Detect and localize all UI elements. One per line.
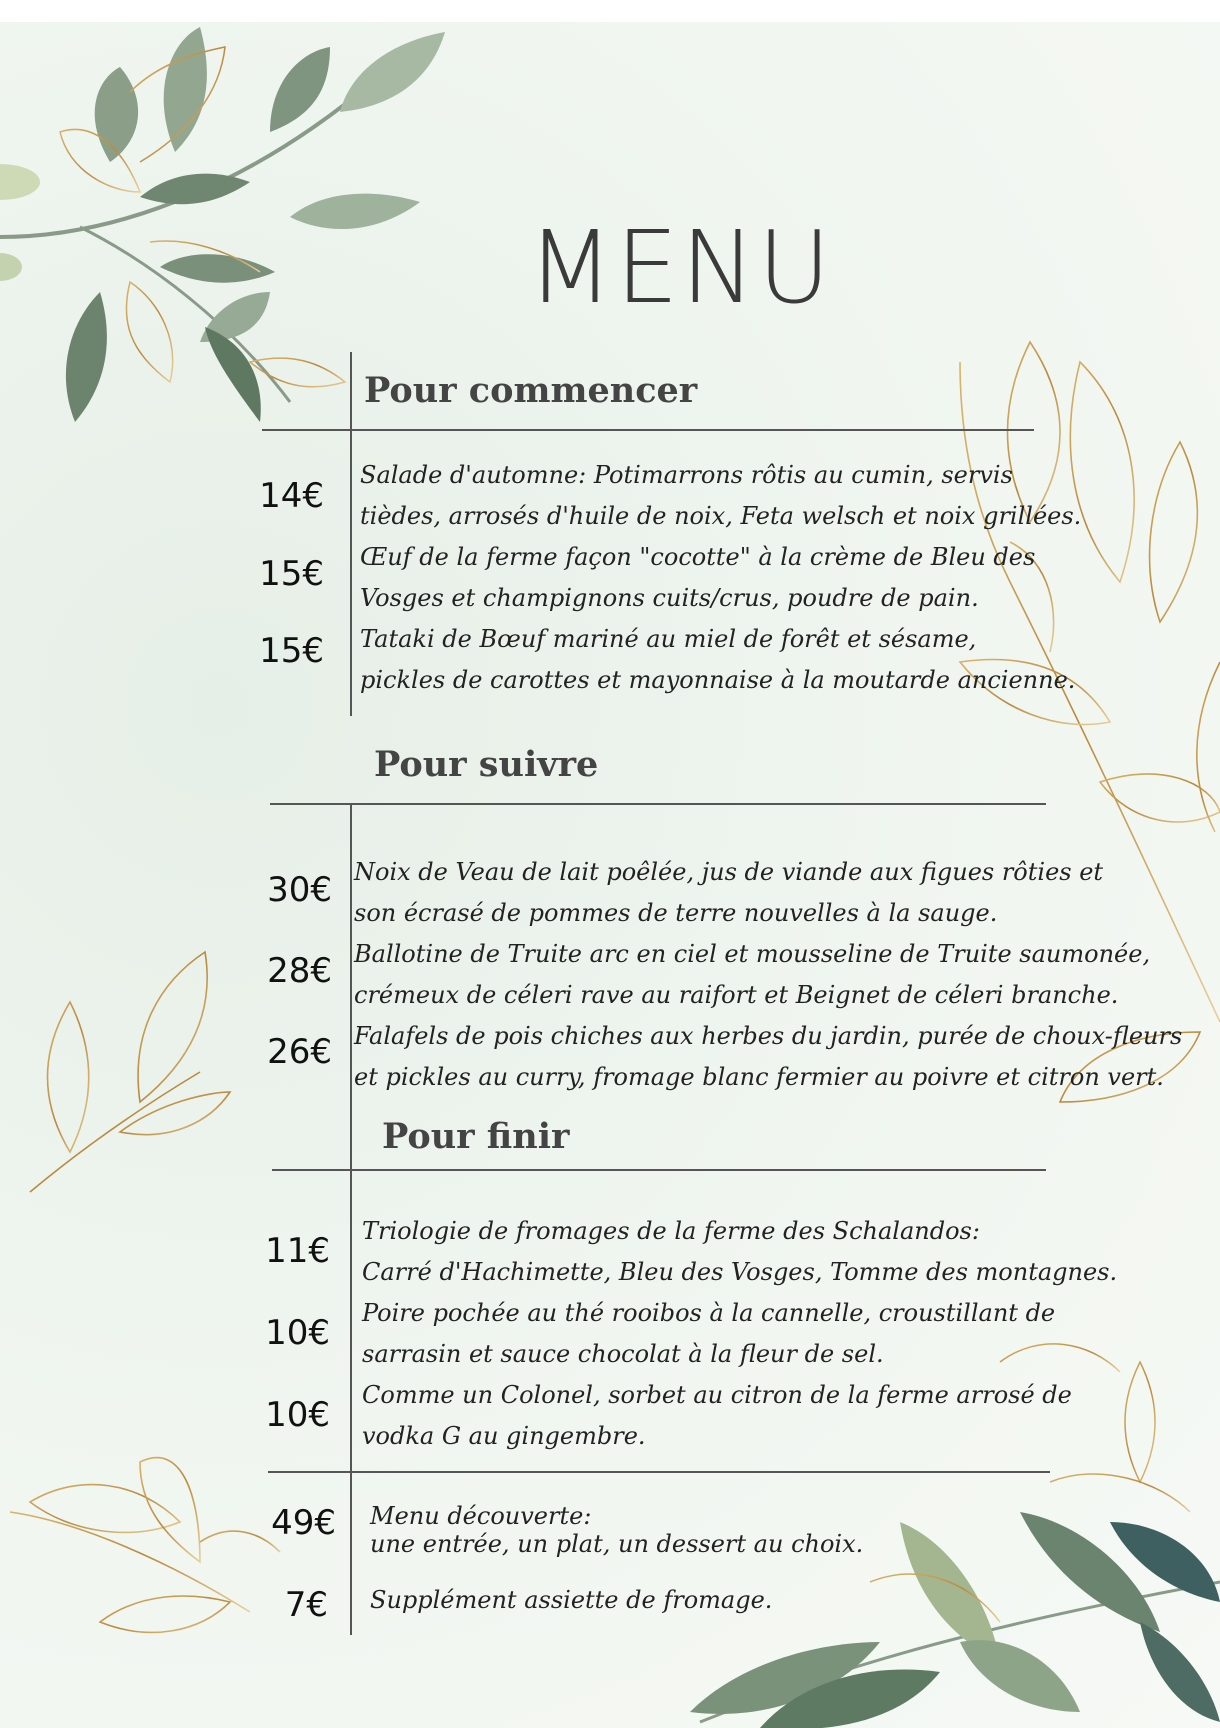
extra-description: Supplément assiette de fromage. bbox=[370, 1586, 773, 1614]
divider-horizontal bbox=[270, 803, 1046, 805]
item-description: son écrasé de pommes de terre nouvelles à la sauge. bbox=[354, 899, 998, 927]
divider-vertical bbox=[350, 352, 352, 716]
item-description: Triologie de fromages de la ferme des Schalandos: bbox=[362, 1217, 980, 1245]
item-description: Œuf de la ferme façon "cocotte" à la crème de Bleu des bbox=[360, 543, 1036, 571]
item-description: Tataki de Bœuf mariné au miel de forêt et sésame, bbox=[360, 625, 977, 653]
item-description: tièdes, arrosés d'huile de noix, Feta welsch et noix grillées. bbox=[360, 502, 1082, 530]
item-price: 15€ bbox=[259, 554, 324, 594]
section-heading: Pour commencer bbox=[364, 370, 698, 411]
item-description: et pickles au curry, fromage blanc fermier au poivre et citron vert. bbox=[354, 1063, 1164, 1091]
bottom-left-gold-leaves-icon bbox=[10, 1458, 280, 1633]
item-price: 15€ bbox=[259, 631, 324, 671]
item-description: Comme un Colonel, sorbet au citron de la ferme arrosé de bbox=[362, 1381, 1072, 1409]
divider-horizontal bbox=[268, 1471, 1050, 1473]
divider-horizontal bbox=[272, 1169, 1046, 1171]
item-price: 10€ bbox=[265, 1313, 330, 1353]
item-description: Noix de Veau de lait poêlée, jus de viande aux figues rôties et bbox=[354, 858, 1104, 886]
item-description: sarrasin et sauce chocolat à la fleur de sel. bbox=[362, 1340, 884, 1368]
divider-vertical bbox=[350, 1471, 352, 1635]
item-description: Falafels de pois chiches aux herbes du jardin, purée de choux-fleurs bbox=[354, 1022, 1183, 1050]
item-description: Carré d'Hachimette, Bleu des Vosges, Tomme des montagnes. bbox=[362, 1258, 1118, 1286]
item-price: 26€ bbox=[267, 1032, 332, 1072]
item-price: 30€ bbox=[267, 870, 332, 910]
menu-sheet bbox=[0, 22, 1220, 1728]
item-description: vodka G au gingembre. bbox=[362, 1422, 646, 1450]
divider-horizontal bbox=[262, 429, 1034, 431]
divider-vertical bbox=[350, 1169, 352, 1499]
extra-description: une entrée, un plat, un dessert au choix. bbox=[370, 1530, 864, 1558]
item-price: 14€ bbox=[259, 476, 324, 516]
section-heading: Pour finir bbox=[382, 1116, 570, 1157]
item-description: Ballotine de Truite arc en ciel et mousseline de Truite saumonée, bbox=[354, 940, 1151, 968]
item-description: Vosges et champignons cuits/crus, poudre de pain. bbox=[360, 584, 979, 612]
menu-title: MENU bbox=[527, 209, 833, 326]
extra-description: Menu découverte: bbox=[370, 1502, 592, 1530]
section-heading: Pour suivre bbox=[374, 744, 599, 785]
divider-vertical bbox=[350, 803, 352, 1191]
item-price: 28€ bbox=[267, 951, 332, 991]
left-gold-leaves-icon bbox=[30, 952, 230, 1192]
item-description: Poire pochée au thé rooibos à la cannelle, croustillant de bbox=[362, 1299, 1056, 1327]
extra-price: 7€ bbox=[284, 1585, 328, 1625]
item-description: crémeux de céleri rave au raifort et Beignet de céleri branche. bbox=[354, 981, 1119, 1009]
item-description: Salade d'automne: Potimarrons rôtis au cumin, servis bbox=[360, 461, 1013, 489]
item-description: pickles de carottes et mayonnaise à la moutarde ancienne. bbox=[360, 666, 1076, 694]
extra-price: 49€ bbox=[271, 1503, 336, 1543]
item-price: 10€ bbox=[265, 1395, 330, 1435]
top-left-leaves-icon bbox=[0, 27, 445, 422]
item-price: 11€ bbox=[265, 1231, 330, 1271]
